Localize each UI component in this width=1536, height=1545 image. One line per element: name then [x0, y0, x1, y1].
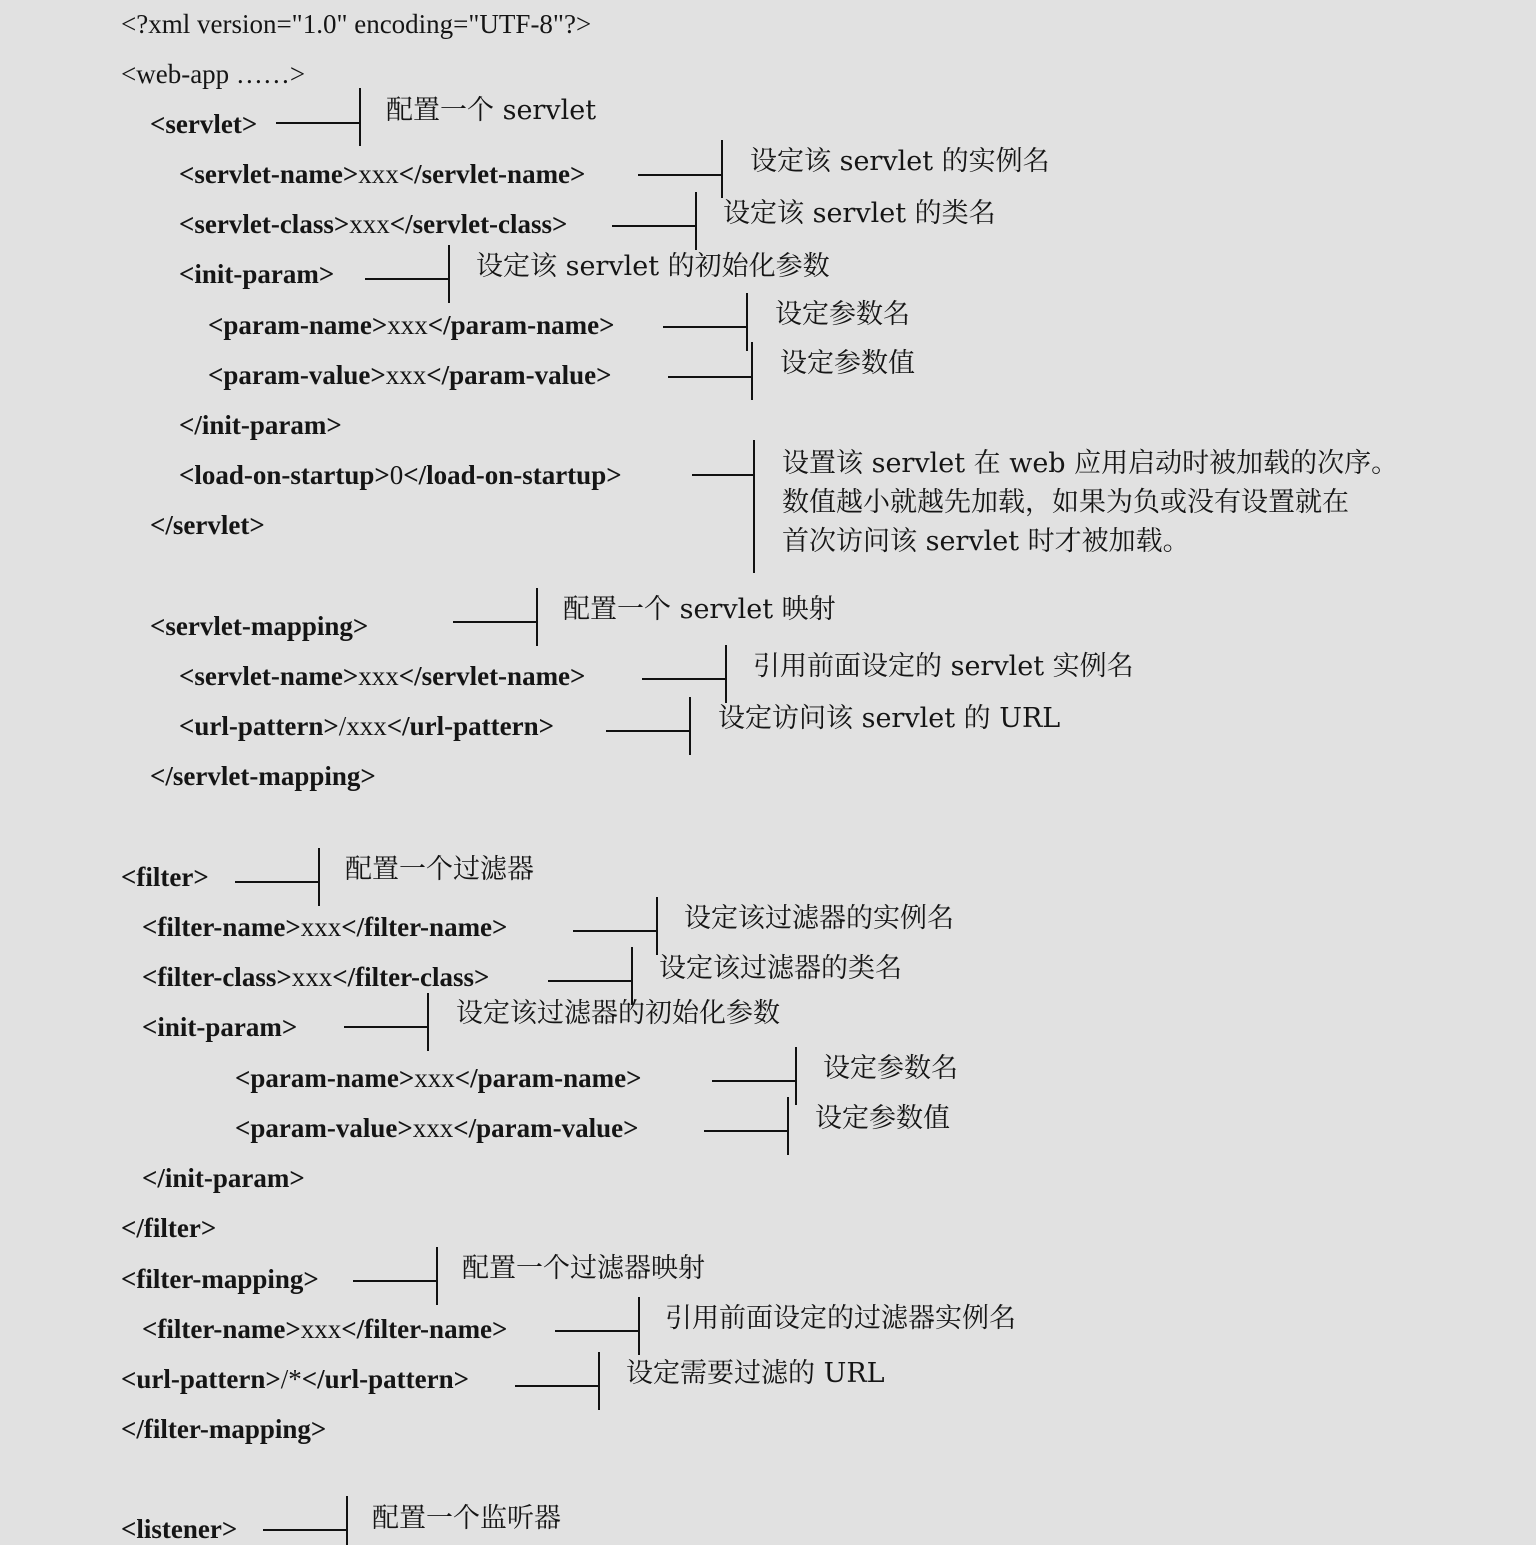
filter-open-tag: <filter> [121, 862, 209, 892]
servlet-mapping-url-line: <url-pattern>/xxx</url-pattern> [179, 711, 555, 741]
servlet-init-param-open: <init-param> [179, 259, 335, 289]
connector-line [642, 678, 726, 680]
servlet-init-param-note: 设定该 servlet 的初始化参数 [476, 251, 830, 282]
bracket-line [436, 1247, 438, 1305]
filter-mapping-name-line: <filter-name>xxx</filter-name> [142, 1314, 508, 1344]
connector-line [663, 326, 747, 328]
servlet-mapping-name-note: 引用前面设定的 servlet 实例名 [753, 651, 1134, 682]
filter-note: 配置一个过滤器 [345, 854, 534, 885]
bracket-line [753, 440, 755, 573]
bracket-line [689, 697, 691, 755]
load-on-startup-note-line-1: 设置该 servlet 在 web 应用启动时被加载的次序。 [782, 448, 1399, 479]
filter-name-note: 设定该过滤器的实例名 [684, 903, 954, 934]
bracket-line [427, 993, 429, 1051]
filter-param-name-line: <param-name>xxx</param-name> [235, 1063, 642, 1093]
bracket-line [746, 293, 748, 351]
bracket-line [787, 1097, 789, 1155]
servlet-param-value-line: <param-value>xxx</param-value> [208, 360, 612, 390]
connector-line [344, 1026, 428, 1028]
filter-mapping-close-tag: </filter-mapping> [121, 1414, 327, 1444]
connector-line [692, 474, 754, 476]
filter-class-note: 设定该过滤器的类名 [659, 953, 902, 984]
filter-init-param-open: <init-param> [142, 1012, 298, 1042]
load-on-startup-line: <load-on-startup>0</load-on-startup> [179, 460, 622, 490]
servlet-close-tag: </servlet> [150, 510, 265, 540]
bracket-line [795, 1047, 797, 1105]
servlet-class-line: <servlet-class>xxx</servlet-class> [179, 209, 568, 239]
connector-line [515, 1385, 599, 1387]
bracket-line [751, 342, 753, 400]
bracket-line [359, 88, 361, 146]
bracket-line [656, 897, 658, 955]
bracket-line [638, 1297, 640, 1355]
connector-line [548, 980, 632, 982]
load-on-startup-note [782, 444, 1432, 561]
filter-mapping-url-line: <url-pattern>/*</url-pattern> [121, 1364, 470, 1394]
filter-close-tag: </filter> [121, 1213, 217, 1243]
connector-line [235, 881, 319, 883]
servlet-name-note: 设定该 servlet 的实例名 [750, 146, 1050, 177]
filter-mapping-name-note: 引用前面设定的过滤器实例名 [665, 1303, 1016, 1334]
servlet-mapping-name-line: <servlet-name>xxx</servlet-name> [179, 661, 586, 691]
connector-line [555, 1330, 639, 1332]
connector-line [365, 278, 449, 280]
bracket-line [631, 947, 633, 1005]
filter-param-name-note: 设定参数名 [823, 1053, 958, 1084]
bracket-line [346, 1496, 348, 1545]
bracket-line [721, 140, 723, 198]
filter-mapping-url-note: 设定需要过滤的 URL [626, 1358, 885, 1389]
servlet-open-tag: <servlet> [150, 109, 258, 139]
connector-line [263, 1529, 347, 1531]
servlet-param-name-note: 设定参数名 [775, 299, 910, 330]
filter-init-param-note: 设定该过滤器的初始化参数 [456, 998, 780, 1029]
load-on-startup-note-line-2: 数值越小就越先加载，如果为负或没有设置就在 [782, 487, 1349, 518]
bracket-line [536, 588, 538, 646]
listener-open-tag: <listener> [121, 1514, 238, 1544]
connector-line [638, 174, 722, 176]
connector-line [353, 1280, 437, 1282]
connector-line [612, 225, 696, 227]
connector-line [606, 730, 690, 732]
bracket-line [695, 192, 697, 250]
listener-note: 配置一个监听器 [372, 1503, 561, 1534]
servlet-param-value-note: 设定参数值 [780, 348, 915, 379]
servlet-mapping-url-note: 设定访问该 servlet 的 URL [718, 703, 1061, 734]
servlet-init-param-close: </init-param> [179, 410, 342, 440]
connector-line [712, 1080, 796, 1082]
filter-mapping-open-tag: <filter-mapping> [121, 1264, 319, 1294]
web-app-open-tag: <web-app ……> [121, 59, 306, 89]
connector-line [704, 1130, 788, 1132]
connector-line [573, 930, 657, 932]
servlet-name-line: <servlet-name>xxx</servlet-name> [179, 159, 586, 189]
servlet-note: 配置一个 servlet [386, 95, 597, 126]
servlet-class-note: 设定该 servlet 的类名 [723, 198, 996, 229]
xml-declaration: <?xml version="1.0" encoding="UTF-8"?> [121, 9, 592, 39]
filter-param-value-line: <param-value>xxx</param-value> [235, 1113, 639, 1143]
bracket-line [318, 848, 320, 906]
connector-line [668, 376, 752, 378]
servlet-mapping-note: 配置一个 servlet 映射 [563, 594, 836, 625]
servlet-mapping-open-tag: <servlet-mapping> [150, 611, 369, 641]
filter-name-line: <filter-name>xxx</filter-name> [142, 912, 508, 942]
load-on-startup-note-line-3: 首次访问该 servlet 时才被加载。 [782, 526, 1190, 557]
filter-class-line: <filter-class>xxx</filter-class> [142, 962, 490, 992]
connector-line [276, 122, 360, 124]
filter-init-param-close: </init-param> [142, 1163, 305, 1193]
bracket-line [598, 1352, 600, 1410]
servlet-mapping-close-tag: </servlet-mapping> [150, 761, 376, 791]
bracket-line [725, 645, 727, 703]
filter-param-value-note: 设定参数值 [815, 1103, 950, 1134]
connector-line [453, 621, 537, 623]
bracket-line [448, 245, 450, 303]
filter-mapping-note: 配置一个过滤器映射 [462, 1253, 705, 1284]
servlet-param-name-line: <param-name>xxx</param-name> [208, 310, 615, 340]
